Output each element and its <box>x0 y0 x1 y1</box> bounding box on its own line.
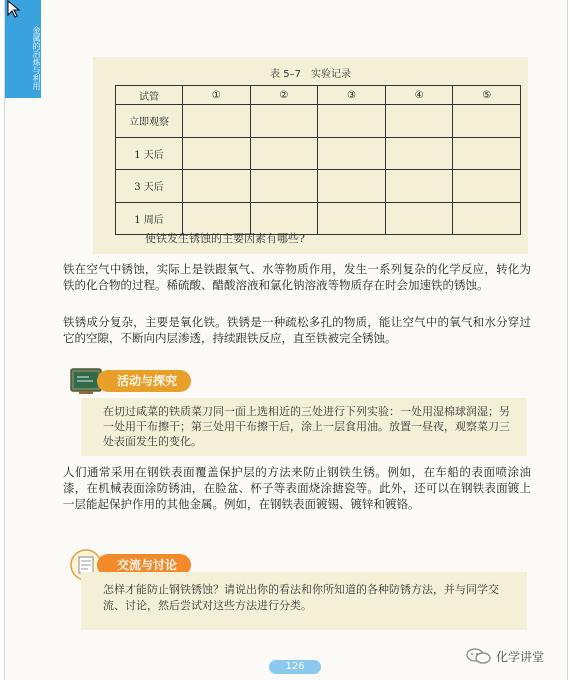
page-number: 126 <box>269 660 321 674</box>
paragraph-rust-prevention: 人们通常采用在钢铁表面覆盖保护层的方法来防止钢铁生锈。例如，在车船的表面喷涂油漆，在机械表面涂防锈油，在脸盆、杯子等表面烧涂搪瓷等。此外，还可以在钢铁表面镀上一层能起保护作用的其他金属。例如，在钢铁表面镀锡、镀锌和镀铬。 <box>63 465 531 511</box>
table-cell <box>250 170 318 203</box>
table-cell <box>385 137 453 170</box>
header-cell: ② <box>250 86 318 105</box>
paragraph-rusting: 铁在空气中锈蚀，实际上是铁跟氧气、水等物质作用，发生一系列复杂的化学反应，转化为铁的化合物的过程。稀硫酸、醋酸溶液和氯化钠溶液等物质存在时会加速铁的锈蚀。 <box>63 262 531 292</box>
table-row <box>116 137 521 170</box>
table-cell <box>385 105 453 138</box>
table-cell <box>453 137 521 170</box>
discussion-box: 怎样才能防止钢铁锈蚀？请说出你的看法和你所知道的各种防锈方法，并与同学交流、讨论，然后尝试对这些方法进行分类。 <box>81 572 527 630</box>
textbook-page <box>4 0 568 680</box>
table-cell <box>318 170 386 203</box>
table-cell <box>453 105 521 138</box>
table-cell <box>385 170 453 203</box>
table-cell <box>385 202 453 235</box>
row-label: 3 天后 <box>116 170 183 203</box>
table-cell <box>453 170 521 203</box>
activity-box: 在切过咸菜的铁质菜刀同一面上选相近的三处进行下列实验：一处用湿棉球润湿；另一处用干布擦干；第三处用干布擦干后，涂上一层食用油。放置一昼夜，观察菜刀三处表面发生的变化。 <box>81 398 527 456</box>
table-question: 使铁发生锈蚀的主要因素有哪些? <box>145 232 305 245</box>
header-cell: 试管 <box>116 86 183 105</box>
mouse-cursor-icon <box>6 0 22 18</box>
wechat-icon <box>466 648 492 664</box>
table-cell <box>453 202 521 235</box>
table-cell <box>318 202 386 235</box>
chapter-side-tab: 金属的冶炼与利用 <box>5 0 41 98</box>
table-cell <box>250 137 318 170</box>
watermark <box>466 646 544 666</box>
table-cell <box>250 105 318 138</box>
table-row <box>116 105 521 138</box>
table-cell <box>183 170 251 203</box>
table-cell <box>318 137 386 170</box>
table-row <box>116 170 521 203</box>
row-label: 立即观察 <box>116 105 183 138</box>
row-label: 1 天后 <box>116 137 183 170</box>
experiment-record-box <box>93 57 528 254</box>
watermark-text: 化学讲堂 <box>496 649 545 664</box>
table-title: 表 5–7 实验记录 <box>270 69 351 80</box>
table-cell <box>318 105 386 138</box>
table-header-row <box>116 86 521 105</box>
header-cell: ④ <box>385 86 453 105</box>
discussion-label: 交流与讨论 <box>97 554 191 576</box>
header-cell: ③ <box>318 86 386 105</box>
paragraph-rust-composition: 铁锈成分复杂，主要是氧化铁。铁锈是一种疏松多孔的物质，能让空气中的氧气和水分穿过它的空隙，不断向内层渗透，持续跟铁反应，直至铁被完全锈蚀。 <box>63 315 531 345</box>
experiment-record-table <box>115 85 521 235</box>
activity-label: 活动与探究 <box>97 370 191 392</box>
row-label: 1 周后 <box>116 202 183 235</box>
header-cell: ⑤ <box>453 86 521 105</box>
header-cell: ① <box>183 86 251 105</box>
table-cell <box>183 105 251 138</box>
table-cell <box>183 137 251 170</box>
